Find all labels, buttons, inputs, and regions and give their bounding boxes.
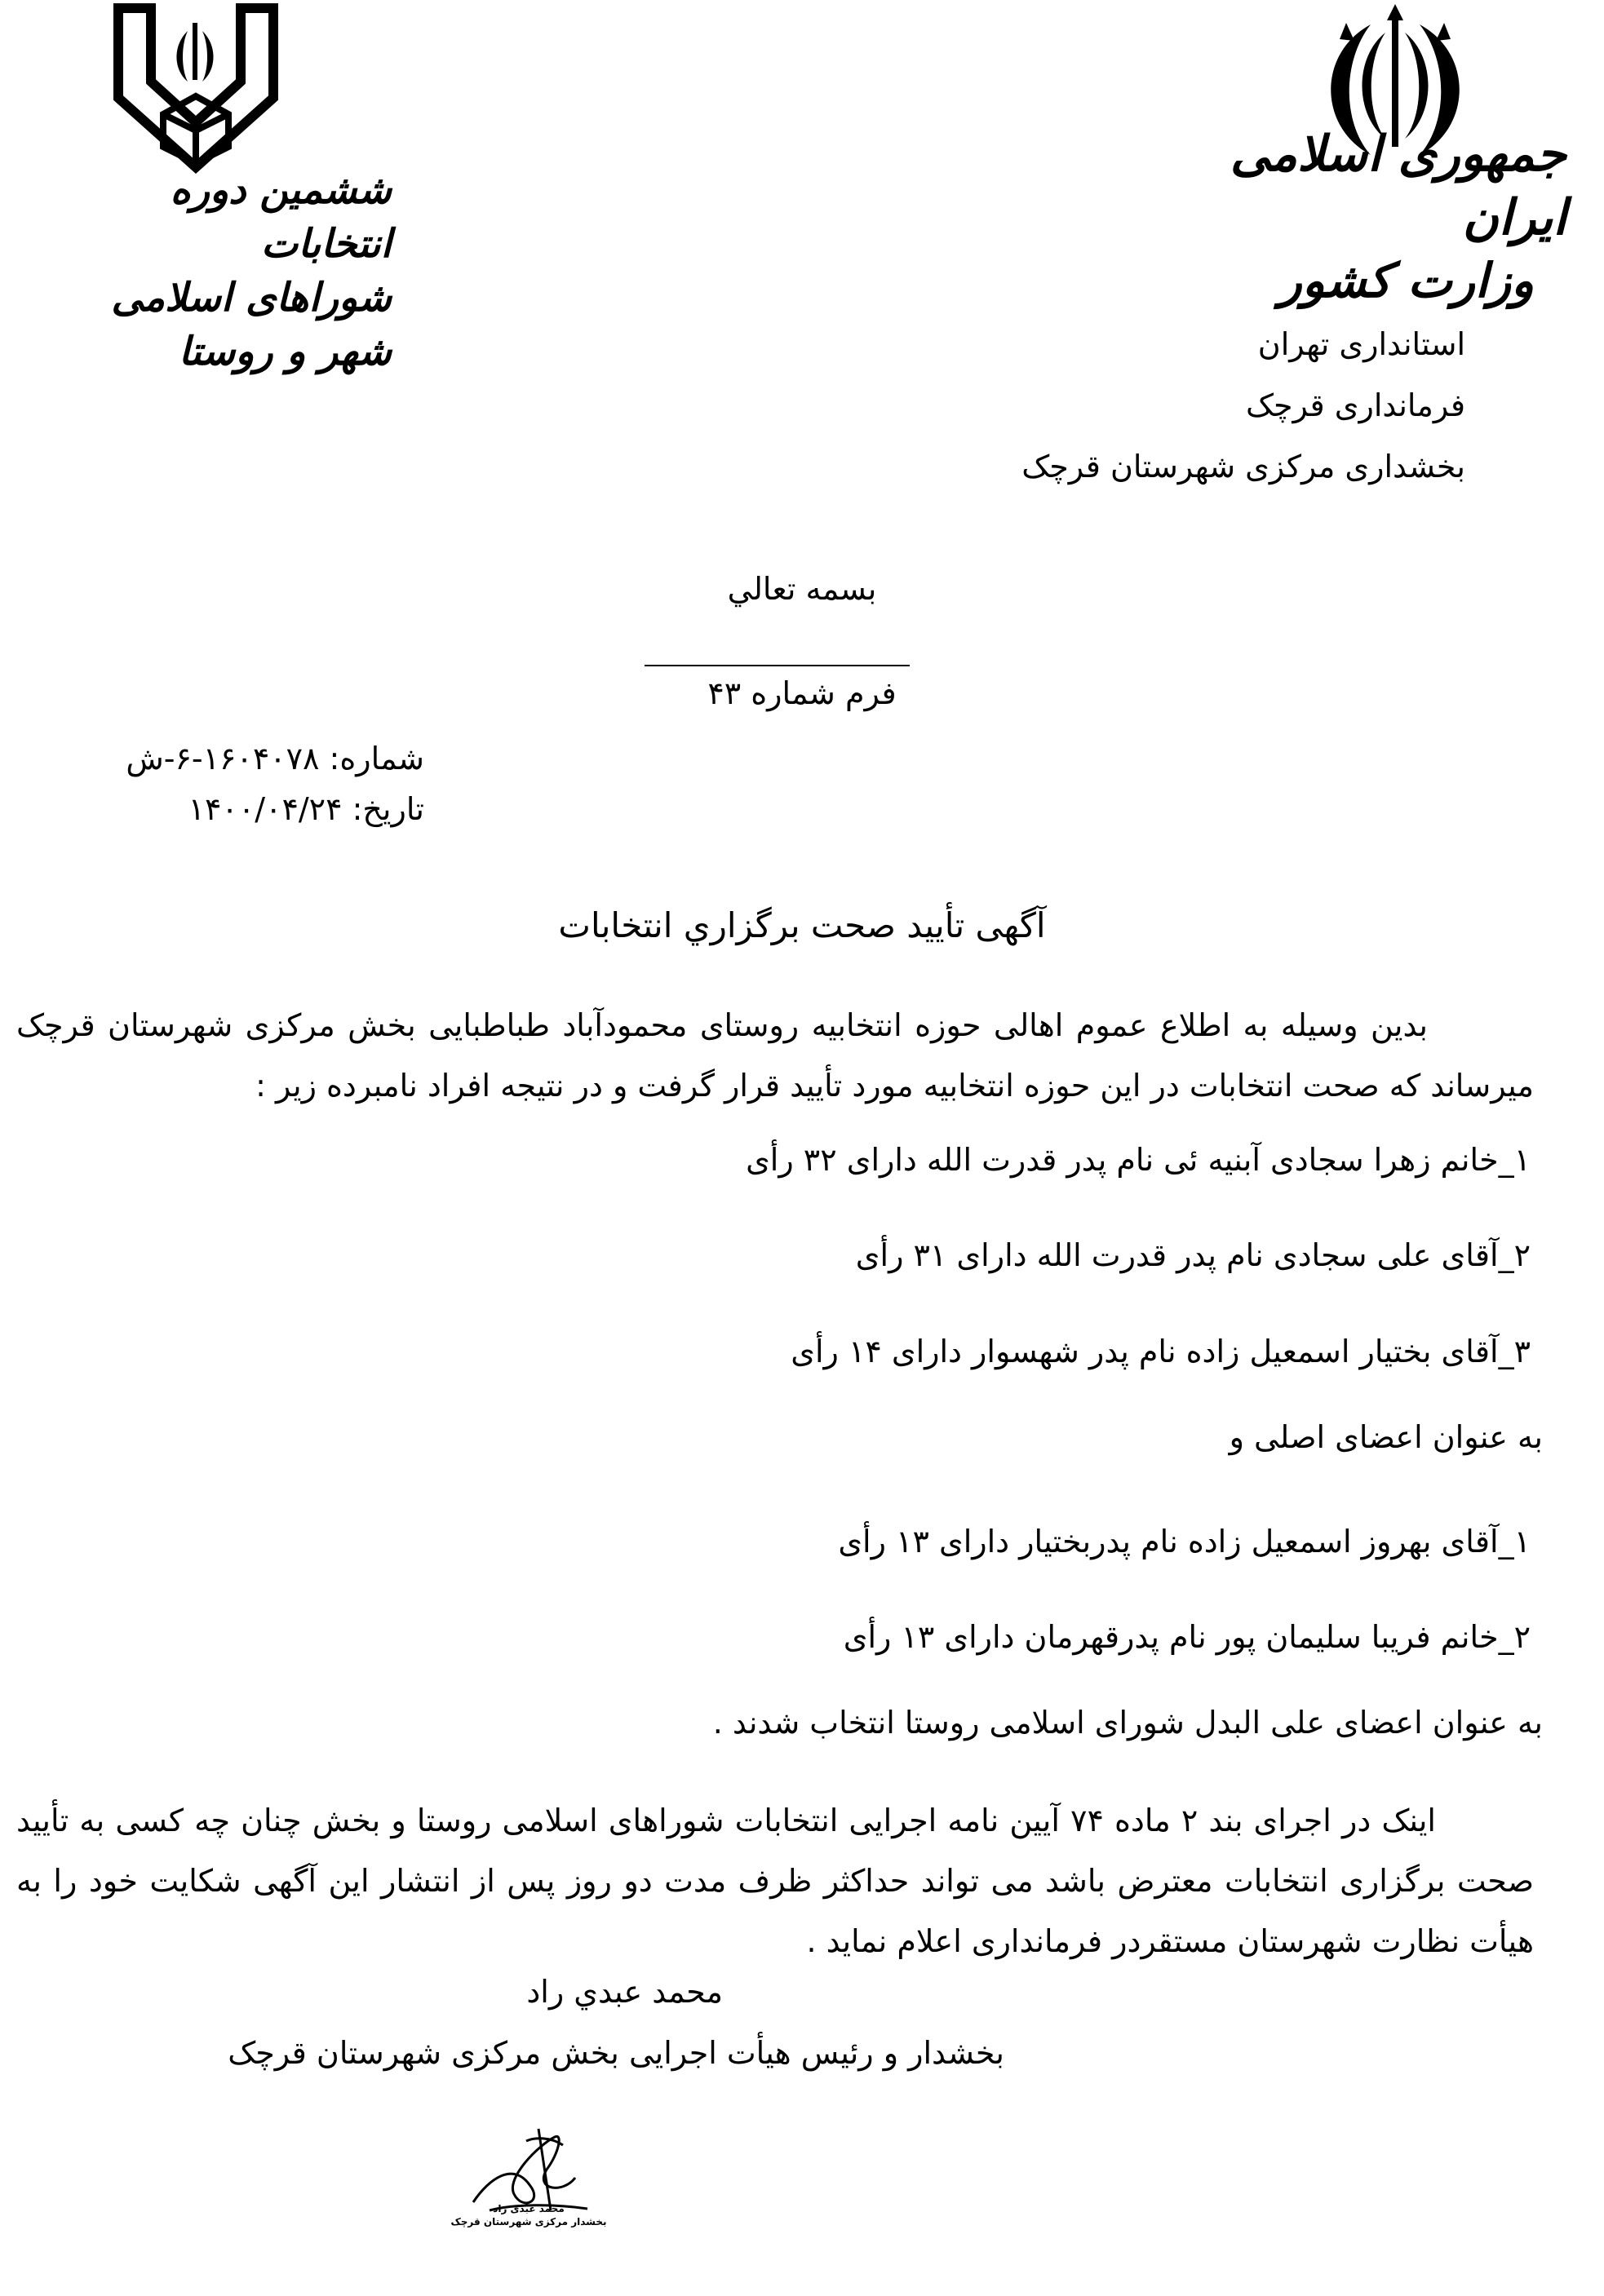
closing-paragraph: اینک در اجرای بند ۲ ماده ۷۴ آیین نامه اجرایی انتخابات شوراهای اسلامی روستا و بخش چنان چه کسی به تأیید صحت برگزاری انتخابات معترض باشد می تواند حداکثر ظرف مدت دو روز پس از انتشار این آگهی شکایت خود را به هیأت نظارت شهرستان مستقردر فرمانداری اعلام نماید . — [16, 1803, 1534, 1959]
alternate-members-label: به عنوان اعضای علی البدل شورای اسلامی روستا انتخاب شدند . — [712, 1705, 1543, 1741]
org-district: بخشداری مرکزی شهرستان قرچک — [1021, 449, 1465, 484]
page-title: آگهی تأیید صحت برگزاري انتخابات — [558, 905, 1046, 945]
signer-name: محمد عبدي راد — [526, 1974, 723, 2010]
main-member-1: ۱_خانم زهرا سجادی آبنیه ئی نام پدر قدرت الله دارای ۳۲ رأی — [746, 1142, 1531, 1178]
invocation: بسمه تعالي — [727, 571, 877, 607]
stamp-line2: بخشدار مرکزی شهرستان قرچک — [450, 2216, 607, 2227]
gov-title-line2: وزارت کشور — [1278, 253, 1534, 308]
government-title-block — [1191, 122, 1566, 312]
alternate-member-1: ۱_آقای بهروز اسمعیل زاده نام پدربختیار دارای ۱۳ رأی — [838, 1524, 1531, 1559]
main-members-label: به عنوان اعضای اصلی و — [1229, 1419, 1543, 1455]
alternate-member-2: ۲_خانم فریبا سلیمان پور نام پدرقهرمان دارای ۱۳ رأی — [843, 1619, 1531, 1655]
stamp — [447, 2202, 610, 2228]
election-title-line2: شوراهای اسلامی شهر و روستا — [111, 275, 392, 374]
intro-paragraph: بدین وسیله به اطلاع عموم اهالی حوزه انتخابیه روستای محمودآباد طباطبایی بخش مرکزی شهرستان قرچک میرساند که صحت انتخابات در این حوزه انتخابیه مورد تأیید قرار گرفت و در نتیجه افراد نامبرده زیر : — [16, 1007, 1534, 1104]
org-governorate: استانداری تهران — [1257, 326, 1465, 362]
org-county: فرمانداری قرچک — [1246, 387, 1465, 423]
signer-title: بخشدار و رئیس هیأت اجرایی بخش مرکزی شهرستان قرچک — [228, 2035, 1004, 2071]
form-number: فرم شماره ۴۳ — [707, 675, 897, 711]
letter-number: شماره: ۱۶۰۴۰۷۸-۶-ش — [126, 741, 424, 776]
stamp-line1: محمد عبدی راد — [493, 2203, 565, 2214]
divider-line — [645, 665, 910, 666]
main-member-2: ۲_آقای علی سجادی نام پدر قدرت الله دارای ۳۱ رأی — [855, 1237, 1531, 1273]
main-member-3: ۳_آقای بختیار اسمعیل زاده نام پدر شهسوار دارای ۱۴ رأی — [791, 1334, 1531, 1369]
election-title-block — [49, 163, 392, 378]
letter-date: تاریخ: ۱۴۰۰/۰۴/۲۴ — [188, 791, 424, 827]
gov-title-line1: جمهوری اسلامی ایران — [1230, 126, 1566, 246]
ballot-box-emblem-icon — [106, 0, 286, 175]
election-title-line1: ششمین دوره انتخابات — [170, 167, 392, 267]
